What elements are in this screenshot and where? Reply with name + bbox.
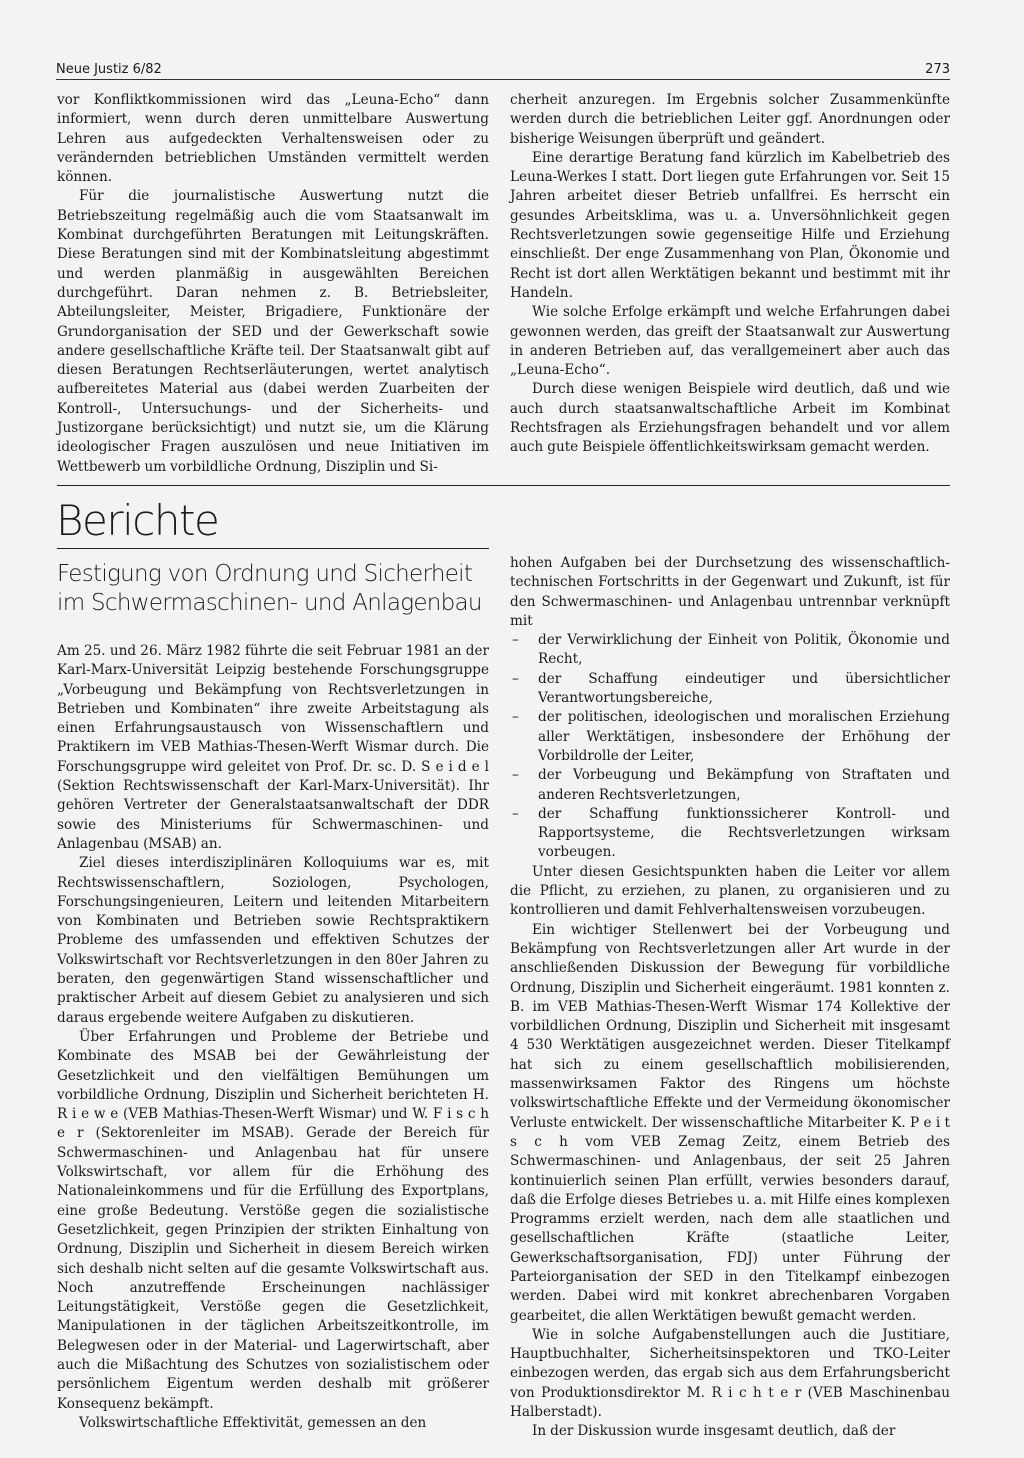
top-right-column	[510, 91, 950, 458]
dash-list	[510, 631, 950, 863]
top-left-column	[57, 91, 489, 477]
section-title: Berichte	[56, 496, 219, 545]
article-left-column	[57, 642, 489, 1433]
section-divider	[57, 485, 950, 486]
paragraph: Wie in solche Aufgabenstellungen auch die Justitiare, Hauptbuchhalter, Sicherheitsinspektoren und TKO-Leiter einbezogen werden, das ergab sich aus dem Erfahrungsbericht von Produktionsdirektor M. R i c h t e r (VEB Maschinenbau Halberstadt).	[510, 1326, 950, 1421]
list-item: – der Schaffung funktionssicherer Kontroll- und Rapportsysteme, die Rechtsverletzungen wirksam vorbeugen.	[510, 805, 950, 863]
paragraph: Über Erfahrungen und Probleme der Betriebe und Kombinate des MSAB bei der Gewährleistung der Gesetzlichkeit und den vielfältigen Bemühungen um vorbildliche Ordnung, Disziplin und Sicherheit berichteten H. R i e w e (VEB Mathias-Thesen-Werft Wismar) und W. F i s c h e r (Sektorenleiter im MSAB). Gerade der Bereich für Schwermaschinen- und Anlagenbau hat für unsere Volkswirtschaft, vor allem für die Erhöhung des Nationaleinkommens und für die Erfüllung des Exportplans, eine große Bedeutung. Verstöße gegen die sozialistische Gesetzlichkeit, gegen Prinzipien der strikten Einhaltung von Ordnung, Disziplin und Sicherheit in diesem Bereich wirken sich deshalb nicht selten auf die gesamte Volkswirtschaft aus. Noch anzutreffende Erscheinungen nachlässiger Leitungstätigkeit, Verstöße gegen die Gesetzlichkeit, Manipulationen in der täglichen Arbeitszeitkontrolle, im Belegwesen oder in der Material- und Lagerwirtschaft, aber auch die Mißachtung des Schutzes von sozialistischem oder persönlichem Eigentum werden deshalb mit größerer Konsequenz bekämpft.	[57, 1028, 489, 1412]
article-title	[57, 560, 497, 618]
page-number: 273	[925, 62, 950, 77]
journal-issue: Neue Justiz 6/82	[56, 62, 162, 77]
paragraph: Wie solche Erfolge erkämpft und welche Erfahrungen dabei gewonnen werden, das greift der Staatsanwalt zur Auswertung in anderen Betrieben auf, das verallgemeinert aber auch das „Leuna-Echo“.	[510, 304, 950, 379]
paragraph: Unter diesen Gesichtspunkten haben die Leiter vor allem die Pflicht, zu erziehen, zu planen, zu organisieren und zu kontrollieren und damit Fehlverhaltensweisen vorzubeugen.	[510, 863, 950, 919]
article-title-line: Festigung von Ordnung und Sicherheit	[57, 561, 473, 587]
paragraph: Ein wichtiger Stellenwert bei der Vorbeugung und Bekämpfung von Rechtsverletzungen aller Art wurde in der anschließenden Diskussion der Bewegung für vorbildliche Ordnung, Disziplin und Sicherheit eingeräumt. 1981 konnten z. B. im VEB Mathias-Thesen-Werft Wismar 174 Kollektive der vorbildlichen Ordnung, Disziplin und Sicherheit mit insgesamt 4 530 Werktätigen ausgezeichnet werden. Dieser Titelkampf hat sich zu einem gesellschaftlich mobilisierenden, massenwirksamen Faktor des Ringens um höchste volkswirtschaftliche Effekte und der Vermeidung ökonomischer Verluste entwickelt. Der wissenschaftliche Mitarbeiter K. P e i t s c h vom VEB Zemag Zeitz, einem Betrieb des Schwermaschinen- und Anlagenbaus, der seit 25 Jahren kontinuierlich seinen Plan erfüllt, verwies besonders darauf, daß die Erfolge dieses Betriebes u. a. mit Hilfe eines komplexen Programms erzielt werden, nach dem alle staatlichen und gesellschaftlichen Kräfte (staatliche Leiter, Gewerkschaftsorganisation, FDJ) unter Führung der Parteiorganisation der SED in den Titelkampf einbezogen werden. Dabei wird mit konkret abrechenbaren Vorgaben gearbeitet, die allen Werktätigen bewußt gemacht werden.	[510, 921, 950, 1324]
paragraph: Für die journalistische Auswertung nutzt die Betriebszeitung regelmäßig auch die vom Staatsanwalt im Kombinat durchgeführten Beratungen mit Leitungskräften. Diese Beratungen sind mit der Kombinatsleitung abgestimmt und werden planmäßig in ausgewählten Bereichen durchgeführt. Daran nehmen z. B. Betriebsleiter, Abteilungsleiter, Meister, Brigadiere, Funktionäre der Grundorganisation der SED und der Gewerkschaft sowie andere gesellschaftliche Kräfte teil. Der Staatsanwalt gibt auf diesen Beratungen Rechtserläuterungen, wertet analytisch aufbereitetes Material aus (dabei werden Zuarbeiten der Kontroll-, Untersuchungs- und der Sicherheits- und Justizorgane berücksichtigt) und nutzt sie, um die Klärung ideologischer Fragen auszulösen und neue Initiativen im Wettbewerb um vorbildliche Ordnung, Disziplin und Si-	[57, 188, 489, 475]
paragraph: vor Konfliktkommissionen wird das „Leuna-Echo“ dann informiert, wenn durch deren unmittelbare Auswertung Lehren aus aufgedeckten Verhaltensweisen oder zu verändernden betrieblichen Umständen vermittelt werden können.	[57, 92, 489, 186]
article-title-line: im Schwermaschinen- und Anlagenbau	[57, 590, 482, 616]
paragraph: Ziel dieses interdisziplinären Kolloquiums war es, mit Rechtswissenschaftlern, Soziologen, Psychologen, Forschungsingenieuren, Leitern und leitenden Mitarbeitern von Kombinaten und Betrieben sowie Rechtspraktikern Probleme des umfassenden und effektiven Schutzes der Volkswirtschaft vor Rechtsverletzungen in den 80er Jahren zu beraten, den gegenwärtigen Stand wissenschaftlicher und praktischer Arbeit auf diesem Gebiet zu analysieren und sich daraus ergebende weitere Aufgaben zu diskutieren.	[57, 855, 489, 1026]
article-right-column	[510, 554, 950, 1442]
list-item: – der Verwirklichung der Einheit von Politik, Ökonomie und Recht,	[510, 631, 950, 670]
paragraph: Volkswirtschaftliche Effektivität, gemessen an den	[79, 1414, 427, 1431]
list-item: – der Vorbeugung und Bekämpfung von Straftaten und anderen Rechtsverletzungen,	[510, 766, 950, 805]
list-item: – der Schaffung eindeutiger und übersichtlicher Verantwortungsbereiche,	[510, 670, 950, 709]
paragraph: hohen Aufgaben bei der Durchsetzung des wissenschaftlich-technischen Fortschritts in der Gegenwart und Zukunft, ist für den Schwermaschinen- und Anlagenbau untrennbar verknüpft mit	[510, 555, 950, 629]
title-divider	[57, 548, 489, 549]
paragraph: Eine derartige Beratung fand kürzlich im Kabelbetrieb des Leuna-Werkes I statt. Dort liegen gute Erfahrungen vor. Seit 15 Jahren arbeitet dieser Betrieb unfallfrei. Es herrscht ein gesundes Arbeitsklima, was u. a. Unversöhnlichkeit gegen Rechtsverletzungen sowie gegenseitige Hilfe und Erziehung einschließt. Der enge Zusammenhang von Plan, Ökonomie und Recht ist dort allen Werktätigen bekannt und bestimmt mit ihr Handeln.	[510, 149, 950, 301]
paragraph: Durch diese wenigen Beispiele wird deutlich, daß und wie auch durch staatsanwaltschaftliche Arbeit im Kombinat Rechtsfragen als Erziehungsfragen behandelt und vor allem auch gute Beispiele öffentlichkeitswirksam gemacht werden.	[510, 381, 950, 456]
paragraph: Am 25. und 26. März 1982 führte die seit Februar 1981 an der Karl-Marx-Universität Leipzig bestehende Forschungsgruppe „Vorbeugung und Bekämpfung von Rechtsverletzungen in Betrieben und Kombinaten“ ihre zweite Arbeitstagung als einen Erfahrungsaustausch von Wissenschaftlern und Praktikern im VEB Mathias-Thesen-Werft Wismar durch. Die Forschungsgruppe wird geleitet von Prof. Dr. sc. D. S e i d e l (Sektion Rechtswissenschaft der Karl-Marx-Universität). Ihr gehören Vertreter der Generalstaatsanwaltschaft der DDR sowie des Ministeriums für Schwermaschinen- und Anlagenbau (MSAB) an.	[57, 643, 489, 852]
paragraph: In der Diskussion wurde insgesamt deutlich, daß der	[532, 1423, 896, 1440]
paragraph: cherheit anzuregen. Im Ergebnis solcher Zusammenkünfte werden durch die betrieblichen Leiter ggf. Anordnungen oder bisherige Weisungen überprüft und geändert.	[510, 92, 950, 147]
running-head	[56, 62, 950, 80]
list-item: – der politischen, ideologischen und moralischen Erziehung aller Werktätigen, insbesondere der Erhöhung der Vorbildrolle der Leiter,	[510, 708, 950, 766]
